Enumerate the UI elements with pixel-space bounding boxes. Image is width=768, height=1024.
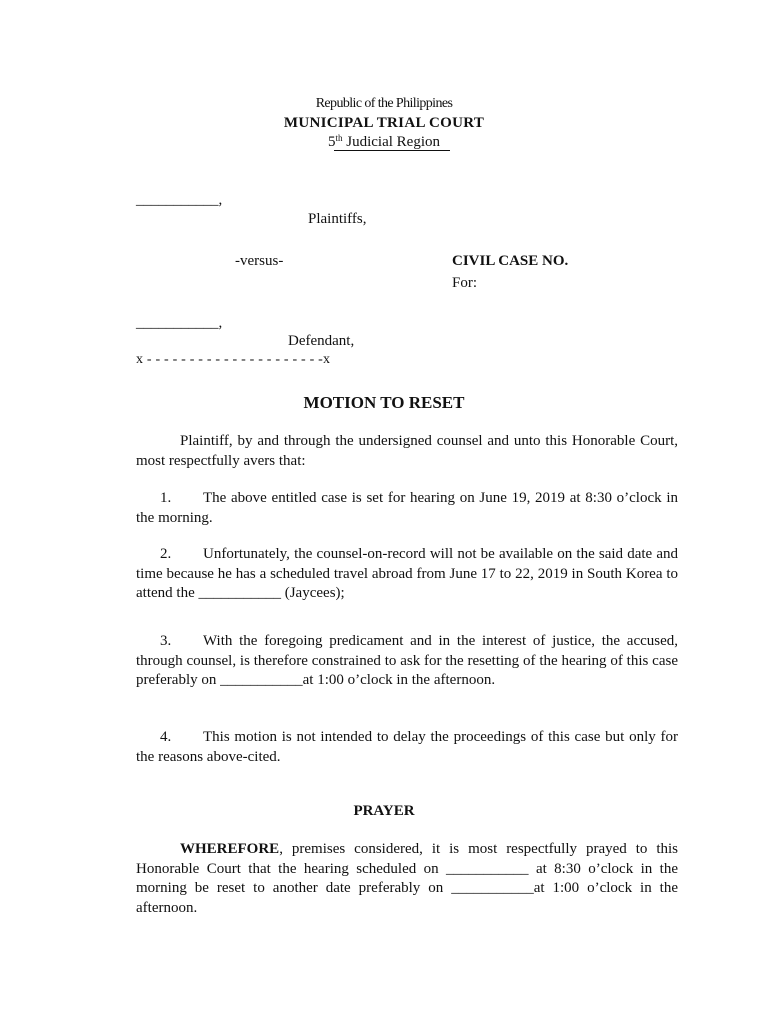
item-number: 3. bbox=[160, 633, 172, 649]
versus-label: -versus- bbox=[235, 253, 284, 269]
prayer-paragraph bbox=[136, 840, 678, 918]
prayer-text: , premises considered, it is most respectfully prayed to this Honorable Court that the hearing scheduled on ___________ at 8:30 o’clock in the morning be reset to another date preferably on ___________at 1:00 o’clock in the afternoon. bbox=[136, 841, 678, 916]
header-underline bbox=[334, 150, 450, 151]
document-title: MOTION TO RESET bbox=[303, 393, 465, 412]
case-number-label: CIVIL CASE NO. bbox=[452, 253, 569, 269]
item-text: Unfortunately, the counsel-on-record will not be available on the said date and time because he has a scheduled travel abroad from June 17 to 22, 2019 in South Korea to attend the ___________ (Jaycees); bbox=[136, 546, 678, 602]
plaintiff-label: Plaintiffs, bbox=[308, 211, 367, 227]
item-number: 2. bbox=[160, 546, 172, 562]
item-text: This motion is not intended to delay the proceedings of this case but only for the reasons above-cited. bbox=[136, 729, 678, 765]
header-republic: Republic of the Philippines bbox=[315, 96, 453, 111]
item-number: 1. bbox=[160, 490, 172, 506]
for-label: For: bbox=[452, 275, 478, 291]
plaintiff-blank: ___________, bbox=[136, 192, 223, 208]
caption-separator: x - - - - - - - - - - - - - - - - - - - - -x bbox=[136, 352, 331, 367]
item-text: With the foregoing predicament and in the interest of justice, the accused, through counsel, is therefore constrained to ask for the resetting of the hearing of this case preferably on ___________at 1:00 o’clock in the afternoon. bbox=[136, 633, 678, 689]
list-item bbox=[136, 489, 678, 528]
intro-text: Plaintiff, by and through the undersigned counsel and unto this Honorable Court, most respectfully avers that: bbox=[136, 433, 678, 469]
header-region bbox=[0, 134, 768, 151]
region-text: Judicial Region bbox=[342, 134, 440, 150]
prayer-lead: WHEREFORE bbox=[180, 841, 280, 857]
prayer-title: PRAYER bbox=[353, 803, 415, 819]
region-superscript: th bbox=[335, 133, 343, 143]
list-item bbox=[136, 632, 678, 691]
list-item bbox=[136, 728, 678, 767]
region-number: 5 bbox=[327, 134, 336, 150]
list-item bbox=[136, 545, 678, 604]
header-court: MUNICIPAL TRIAL COURT bbox=[283, 115, 485, 131]
item-number: 4. bbox=[160, 729, 172, 745]
intro-paragraph bbox=[136, 432, 678, 471]
item-text: The above entitled case is set for hearing on June 19, 2019 at 8:30 o’clock in the morning. bbox=[136, 490, 678, 526]
defendant-label: Defendant, bbox=[288, 333, 355, 349]
defendant-blank: ___________, bbox=[136, 315, 223, 331]
